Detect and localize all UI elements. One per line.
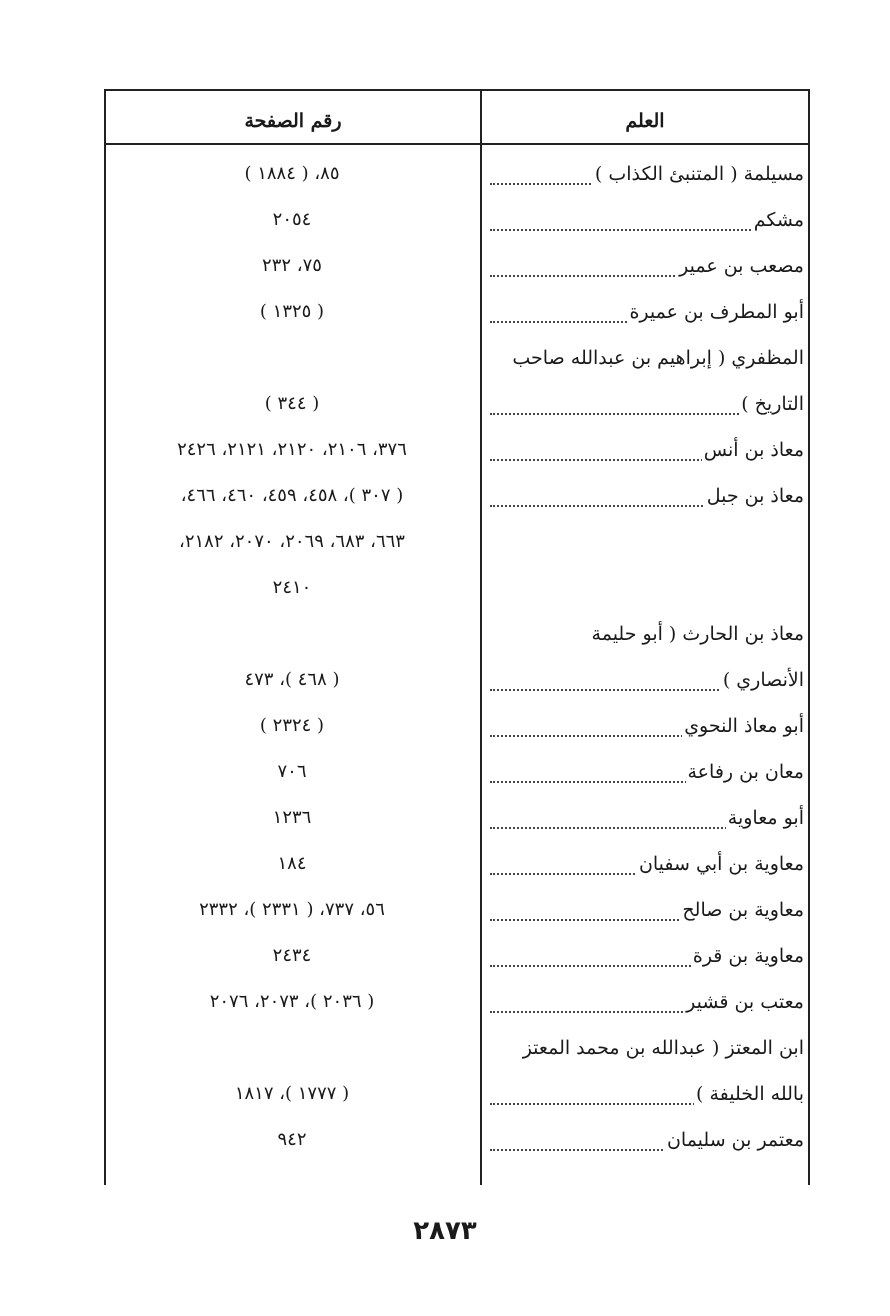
entry-name-cell (488, 657, 804, 703)
entry-name-cell (488, 1071, 804, 1117)
entry-name: المظفري ( إبراهيم بن عبدالله صاحب (512, 347, 804, 369)
entry-name-cell (488, 979, 804, 1025)
entry-name (802, 577, 804, 599)
entry-pages: ٦٦٣، ٦٨٣، ٢٠٦٩، ٢٠٧٠، ٢١٨٢، (179, 531, 405, 552)
entry-name-cell (488, 335, 804, 381)
entry-pages: ٥٦، ٧٣٧، ( ٢٣٣١ )، ٢٣٣٢ (199, 899, 385, 920)
table-row (106, 381, 808, 427)
entry-pages: ١٨٤ (277, 853, 307, 874)
table-row (106, 1071, 808, 1117)
table-row (106, 565, 808, 611)
entry-name: معاذ بن الحارث ( أبو حليمة (591, 623, 804, 645)
entry-name: معتب بن قشير (686, 991, 804, 1013)
entry-pages (112, 1025, 472, 1071)
table-row (106, 657, 808, 703)
table-row (106, 1025, 808, 1071)
table-row (106, 933, 808, 979)
entry-pages: ( ١٧٧٧ )، ١٨١٧ (234, 1083, 350, 1104)
table-row (106, 335, 808, 381)
entry-name: ابن المعتز ( عبدالله بن محمد المعتز (522, 1037, 804, 1059)
entry-name-cell (488, 1117, 804, 1163)
table-row (106, 197, 808, 243)
table-row (106, 289, 808, 335)
entry-name-cell (488, 703, 804, 749)
entry-pages: ٢٠٥٤ (272, 209, 312, 230)
entry-name-cell (488, 611, 804, 657)
entry-name-cell (488, 289, 804, 335)
entry-name-cell (488, 197, 804, 243)
entry-name: الأنصاري ) (722, 669, 804, 691)
entry-pages: ٧٥، ٢٣٢ (262, 255, 322, 276)
entry-name: مصعب بن عمير (679, 255, 804, 277)
entry-name: معاوية بن صالح (682, 899, 804, 921)
table-row (106, 703, 808, 749)
entry-name-cell (488, 243, 804, 289)
entry-name-cell (488, 427, 804, 473)
entry-name: معاذ بن أنس (703, 439, 804, 461)
entry-pages: ٢٤١٠ (272, 577, 312, 598)
table-row (106, 151, 808, 197)
entry-name-cell (488, 381, 804, 427)
entry-pages: ( ٣٤٤ ) (264, 393, 320, 414)
entry-name-cell (488, 887, 804, 933)
entry-pages: ١٢٣٦ (272, 807, 312, 828)
entry-pages: ٣٧٦، ٢١٠٦، ٢١٢٠، ٢١٢١، ٢٤٢٦ (177, 439, 407, 460)
table-row (106, 243, 808, 289)
entry-name: معتمر بن سليمان (666, 1129, 804, 1151)
entry-pages: ( ٣٠٧ )، ٤٥٨، ٤٥٩، ٤٦٠، ٤٦٦، (180, 485, 404, 506)
entry-pages: ( ٤٦٨ )، ٤٧٣ (244, 669, 340, 690)
entry-name-cell (488, 565, 804, 611)
table-row (106, 1117, 808, 1163)
entry-name: أبو معاذ النحوي (684, 715, 804, 737)
entry-name-cell (488, 151, 804, 197)
entry-pages (112, 611, 472, 657)
table-row (106, 841, 808, 887)
entry-name-cell (488, 473, 804, 519)
entry-pages: ٧٠٦ (277, 761, 307, 782)
entry-name: معاوية بن أبي سفيان (638, 853, 804, 875)
index-table (104, 89, 810, 1185)
entry-pages: ( ٢٠٣٦ )، ٢٠٧٣، ٢٠٧٦ (209, 991, 375, 1012)
entry-name: بالله الخليفة ) (696, 1083, 804, 1105)
header-divider (106, 143, 808, 145)
entry-name-cell (488, 795, 804, 841)
entry-name-cell (488, 749, 804, 795)
entry-name-cell (488, 519, 804, 565)
entry-name: التاريخ ) (741, 393, 804, 415)
header-page-number: رقم الصفحة (244, 110, 342, 132)
header-name: العلم (625, 110, 665, 132)
entry-pages: ( ٢٣٢٤ ) (259, 715, 325, 736)
entry-name: أبو معاوية (727, 807, 804, 829)
entry-pages: ( ١٣٢٥ ) (259, 301, 325, 322)
table-row (106, 611, 808, 657)
entry-name-cell (488, 1025, 804, 1071)
table-row (106, 979, 808, 1025)
entry-pages: ٢٤٣٤ (272, 945, 312, 966)
table-row (106, 473, 808, 519)
entry-name (802, 531, 804, 553)
table-row (106, 887, 808, 933)
table-row (106, 519, 808, 565)
entry-name: أبو المطرف بن عميرة (629, 301, 804, 323)
table-row (106, 749, 808, 795)
entry-name: معاوية بن قرة (692, 945, 804, 967)
entry-name-cell (488, 933, 804, 979)
entry-pages (112, 335, 472, 381)
entry-name: معان بن رفاعة (687, 761, 804, 783)
table-row (106, 795, 808, 841)
entry-name-cell (488, 841, 804, 887)
entry-pages: ٩٤٢ (277, 1129, 307, 1150)
entry-pages: ٨٥، ( ١٨٨٤ ) (244, 163, 340, 184)
page-number: ٢٨٧٣ (413, 1216, 477, 1246)
entry-name: مسيلمة ( المتنبئ الكذاب ) (594, 163, 804, 185)
table-row (106, 427, 808, 473)
entry-name: معاذ بن جبل (706, 485, 804, 507)
entry-name: مشكم (753, 209, 804, 231)
